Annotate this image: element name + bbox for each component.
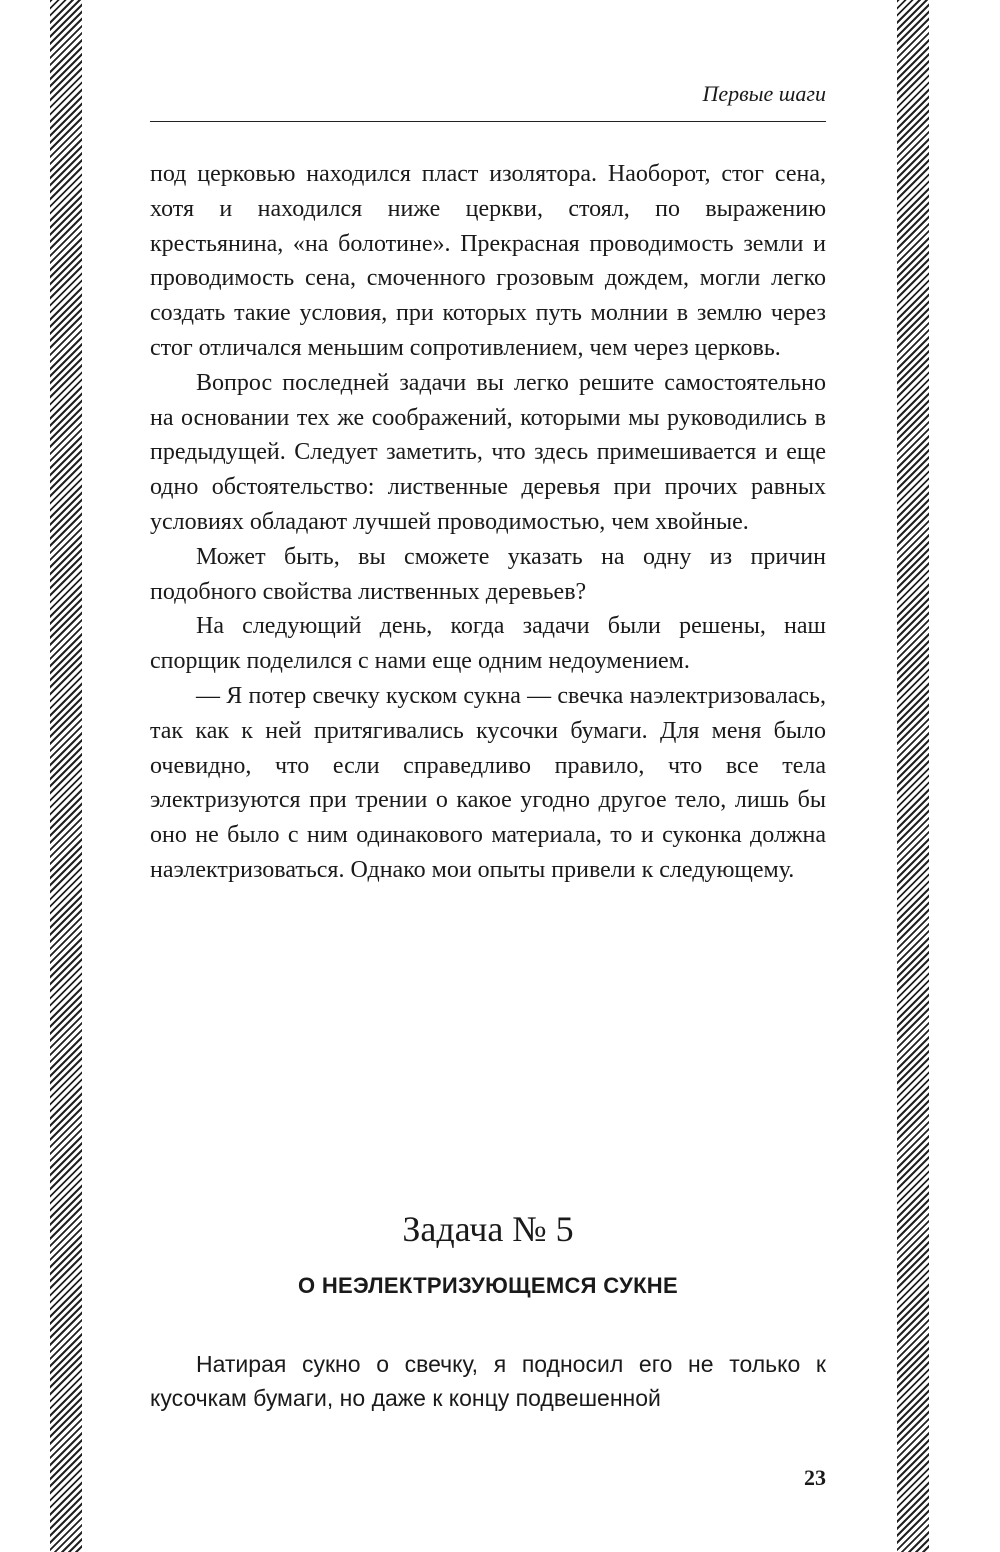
paragraph-3: Может быть, вы сможете указать на одну из причин подобного свойства лиственных деревьев?: [150, 543, 826, 605]
paragraph-5: — Я потер свечку куском сукна — свечка наэлектризовалась, так как к ней притягивались кусочки бумаги. Для меня было очевидно, что если справедливо правило, что все тела электризуются при трении о какое угодно другое тело, лишь бы оно не было с ним одинакового материала, то и суконка должна наэлектризоваться. Однако мои опыты привели к следующему.: [150, 682, 826, 883]
task-title: Задача № 5: [402, 1209, 574, 1249]
paragraph-4: На следующий день, когда задачи были решены, наш спорщик поделился с нами еще одним недоумением.: [150, 613, 826, 675]
running-head: Первые шаги: [702, 81, 826, 106]
paragraph-2: Вопрос последней задачи вы легко решите самостоятельно на основании тех же соображений, которыми мы руководились в предыдущей. Следует заметить, что здесь примешивается и еще одно обстоятельство: лиственные деревья при прочих равных условиях обладают лучшей проводимостью, чем хвойные.: [150, 369, 826, 535]
header-rule: [150, 121, 826, 122]
page-number: 23: [804, 1465, 826, 1490]
task-paragraph: Натирая сукно о свечку, я подносил его не только к кусочкам бумаги, но даже к концу подвешенной: [150, 1351, 826, 1411]
task-text: [150, 1347, 826, 1415]
decorative-border-left: [50, 0, 82, 1552]
task-subtitle: О НЕЭЛЕКТРИЗУЮЩЕМСЯ СУКНЕ: [298, 1273, 678, 1298]
paragraph-1: под церковью находился пласт изолятора. Наоборот, стог сена, хотя и находился ниже церкви, стоял, по выражению крестьянина, «на болотине». Прекрасная проводимость земли и проводимость сена, смоченного грозовым дождем, могли легко создать такие условия, при которых путь молнии в землю через стог отличался меньшим сопротивлением, чем через церковь.: [150, 161, 826, 361]
body-text: [150, 157, 826, 888]
decorative-border-right: [897, 0, 929, 1552]
